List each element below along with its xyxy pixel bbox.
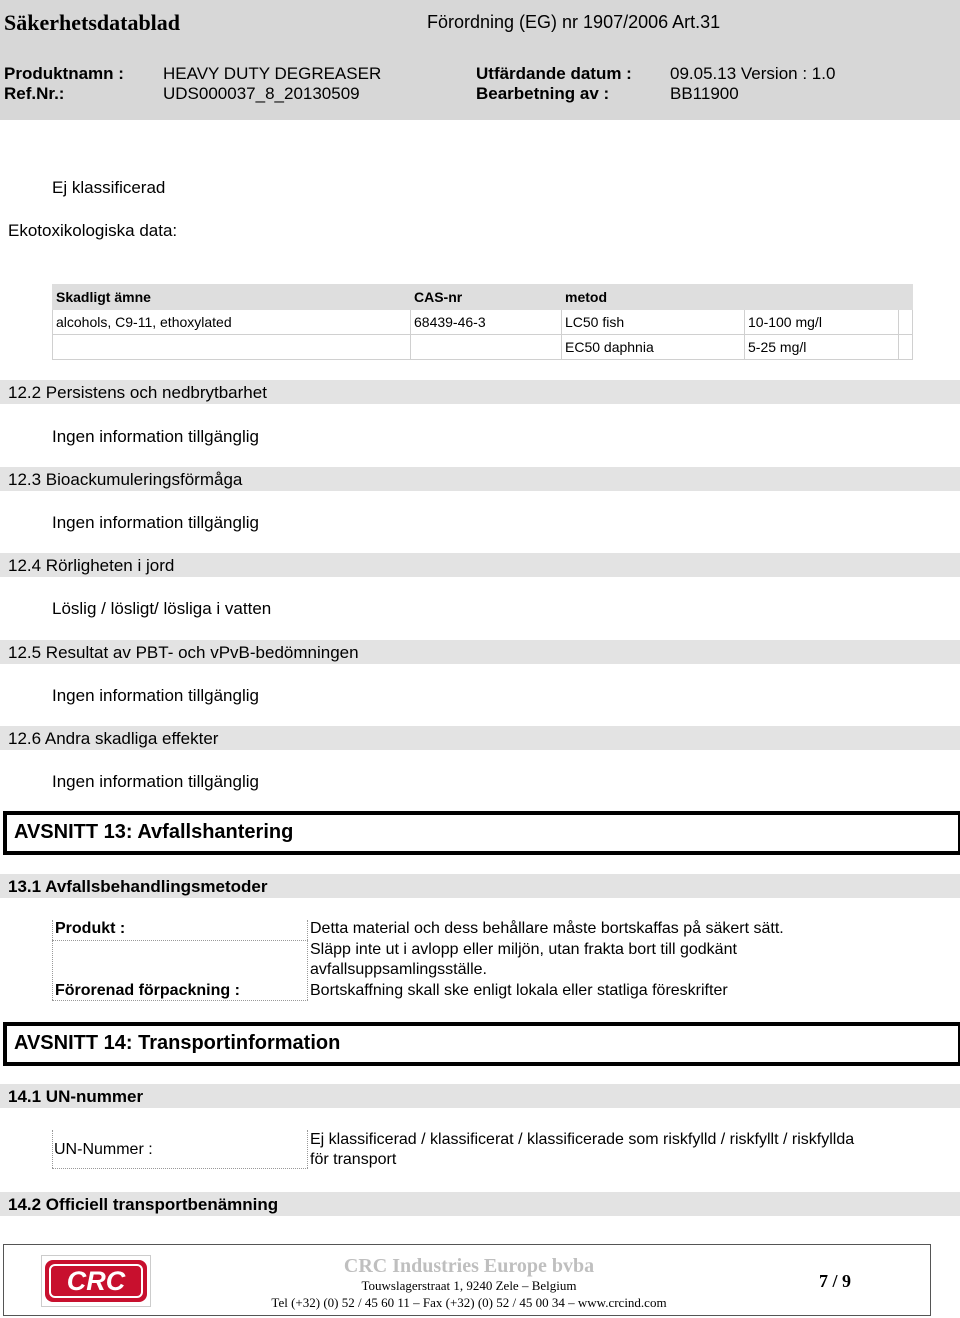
company-name: CRC Industries Europe bvba [343,1255,595,1277]
table-cell: LC50 fish [562,310,745,335]
table-header [899,285,913,310]
doc-title: Säkerhetsdatablad [4,10,181,35]
dotted-divider [307,920,308,1000]
company-address: Touwslagerstraat 1, 9240 Zele – Belgium [361,1278,577,1293]
table-cell [899,335,913,360]
subsection-title: 14.1 UN-nummer [8,1087,144,1106]
table-header: CAS-nr [411,285,562,310]
table-header: metod [562,285,745,310]
table-cell: alcohols, C9-11, ethoxylated [53,310,411,335]
section-13-heading [3,811,960,855]
table-header [745,285,899,310]
table-row [53,335,913,360]
subsection-title: 12.4 Rörligheten i jord [8,556,175,575]
table-row [53,310,913,335]
subsection-text: Ingen information tillgänglig [52,513,259,532]
ref-value: UDS000037_8_20130509 [163,84,360,103]
subsection-title: 13.1 Avfallsbehandlingsmetoder [8,877,268,896]
subsection-title: 12.6 Andra skadliga effekter [8,729,219,748]
un-number-label: UN-Nummer : [54,1141,153,1158]
subsection-14-1 [0,1084,960,1108]
subsection-title: 12.3 Bioackumuleringsförmåga [8,470,243,489]
subsection-title: 12.5 Resultat av PBT- och vPvB-bedömningen [8,643,359,662]
section-title: AVSNITT 13: Avfallshantering [14,821,294,843]
crc-logo-text: CRC [66,1266,126,1296]
issue-value: 09.05.13 Version : 1.0 [670,64,836,83]
product-value: HEAVY DUTY DEGREASER [163,64,382,83]
subsection-title: 12.2 Persistens och nedbrytbarhet [8,383,267,402]
table-cell: 5-25 mg/l [745,335,899,360]
table-cell [411,335,562,360]
subsection-text: Löslig / lösligt/ lösliga i vatten [52,599,272,618]
packaging-label: Förorenad förpackning : [55,982,240,999]
product-disposal-label: Produkt : [55,920,126,937]
table-header: Skadligt ämne [53,285,411,310]
not-classified-text: Ej klassificerad [52,178,166,197]
product-disposal-text: avfallsuppsamlingsställe. [310,961,487,978]
subsection-12-4 [0,553,960,577]
subsection-text: Ingen information tillgänglig [52,686,259,705]
page-number: 7 / 9 [819,1271,852,1291]
edit-label: Bearbetning av : [476,84,610,103]
dotted-divider [52,940,308,941]
company-contact: Tel (+32) (0) 52 / 45 60 11 – Fax (+32) (0) 52 / 45 00 34 – www.crcind.com [271,1295,667,1310]
subsection-text: Ingen information tillgänglig [52,772,259,791]
ecotox-table [52,284,913,360]
subsection-text: Ingen information tillgänglig [52,427,259,446]
dotted-divider [52,920,53,1000]
table-cell: 68439-46-3 [411,310,562,335]
eco-heading: Ekotoxikologiska data: [8,221,178,240]
product-label: Produktnamn : [4,64,124,83]
edit-value: BB11900 [670,84,739,103]
subsection-12-5 [0,640,960,664]
subsection-12-2 [0,380,960,404]
un-number-text: Ej klassificerad / klassificerat / klassificerade som riskfylld / riskfyllt / riskfyllda [310,1131,855,1148]
dotted-divider [52,1130,53,1168]
subsection-title: 14.2 Officiell transportbenämning [8,1195,279,1214]
table-cell: EC50 daphnia [562,335,745,360]
product-disposal-text: Släpp inte ut i avlopp eller miljön, utan frakta bort till godkänt [310,941,737,958]
ref-label: Ref.Nr.: [4,84,65,103]
dotted-divider [307,1130,308,1168]
footer [3,1244,931,1316]
section-title: AVSNITT 14: Transportinformation [14,1032,341,1054]
regulation: Förordning (EG) nr 1907/2006 Art.31 [427,12,721,32]
subsection-12-3 [0,467,960,491]
crc-logo [41,1255,151,1307]
issue-label: Utfärdande datum : [476,64,632,83]
table-cell [899,310,913,335]
subsection-13-1 [0,874,960,898]
table-header-row [53,285,913,310]
packaging-text: Bortskaffning skall ske enligt lokala eller statliga föreskrifter [310,982,728,999]
subsection-12-6 [0,726,960,750]
table-cell [53,335,411,360]
table-cell: 10-100 mg/l [745,310,899,335]
product-disposal-text: Detta material och dess behållare måste bortskaffas på säkert sätt. [310,920,784,937]
dotted-divider [52,1000,308,1001]
un-number-text: för transport [310,1151,397,1168]
subsection-14-2 [0,1192,960,1216]
dotted-divider [52,1168,308,1169]
section-14-heading [3,1022,960,1066]
